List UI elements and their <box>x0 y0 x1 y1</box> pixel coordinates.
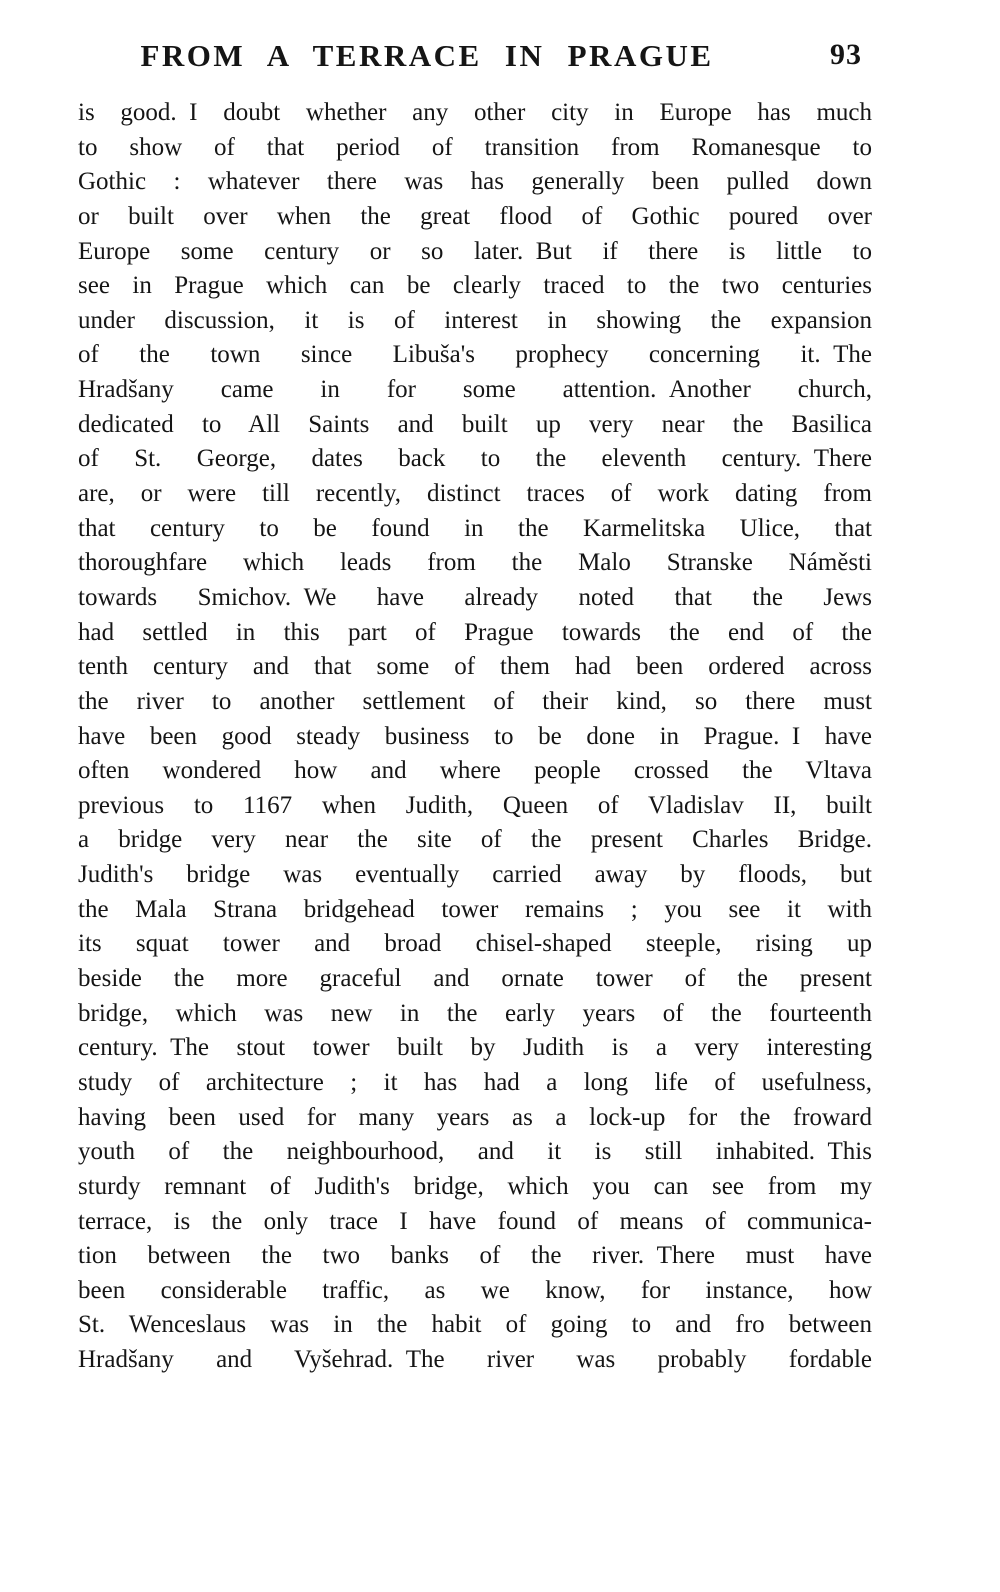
page-header <box>78 38 872 78</box>
text-line: Gothic : whatever there was has generally been pulled down <box>78 168 872 196</box>
text-line: of St. George, dates back to the eleventh century. There <box>78 445 872 473</box>
text-line: Judith's bridge was eventually carried away by floods, but <box>78 861 872 889</box>
text-line: a bridge very near the site of the present Charles Bridge. <box>78 826 872 854</box>
text-line: Hradšany and Vyšehrad. The river was probably fordable <box>78 1346 872 1374</box>
text-line: tenth century and that some of them had been ordered across <box>78 653 872 681</box>
text-line: Hradšany came in for some attention. Another church, <box>78 376 872 404</box>
text-line: St. Wenceslaus was in the habit of going to and fro between <box>78 1311 872 1339</box>
text-line: dedicated to All Saints and built up very near the Basilica <box>78 410 872 438</box>
text-line: its squat tower and broad chisel-shaped steeple, rising up <box>78 930 872 958</box>
text-line: had settled in this part of Prague towards the end of the <box>78 618 872 646</box>
text-line: study of architecture ; it has had a long life of usefulness, <box>78 1068 872 1096</box>
text-line: thoroughfare which leads from the Malo Stranske Náměsti <box>78 549 872 577</box>
text-line: terrace, is the only trace I have found of means of communica- <box>78 1207 872 1235</box>
page-body <box>78 96 872 1378</box>
text-line: been considerable traffic, as we know, for instance, how <box>78 1276 872 1304</box>
page-number: 93 <box>830 38 862 71</box>
text-line: that century to be found in the Karmelitska Ulice, that <box>78 514 872 542</box>
text-line: sturdy remnant of Judith's bridge, which you can see from my <box>78 1172 872 1200</box>
text-line: bridge, which was new in the early years of the fourteenth <box>78 999 872 1027</box>
text-line: have been good steady business to be done in Prague. I have <box>78 722 872 750</box>
text-line: the Mala Strana bridgehead tower remains ; you see it with <box>78 895 872 923</box>
text-line: or built over when the great flood of Gothic poured over <box>78 202 872 230</box>
text-line: are, or were till recently, distinct traces of work dating from <box>78 480 872 508</box>
text-line: of the town since Libuša's prophecy concerning it. The <box>78 341 872 369</box>
text-line: under discussion, it is of interest in showing the expansion <box>78 306 872 334</box>
text-line: century. The stout tower built by Judith is a very interesting <box>78 1034 872 1062</box>
text-line: Europe some century or so later. But if there is little to <box>78 237 872 265</box>
text-line: to show of that period of transition from Romanesque to <box>78 133 872 161</box>
text-line: previous to 1167 when Judith, Queen of Vladislav II, built <box>78 791 872 819</box>
text-line: youth of the neighbourhood, and it is still inhabited. This <box>78 1138 872 1166</box>
text-line: the river to another settlement of their kind, so there must <box>78 687 872 715</box>
text-line: often wondered how and where people crossed the Vltava <box>78 757 872 785</box>
running-head-title: FROM A TERRACE IN PRAGUE <box>140 38 714 73</box>
text-line: is good. I doubt whether any other city in Europe has much <box>78 99 872 126</box>
text-line: beside the more graceful and ornate tower of the present <box>78 965 872 993</box>
text-line: towards Smichov. We have already noted that the Jews <box>78 583 872 611</box>
text-line: having been used for many years as a lock-up for the froward <box>78 1103 872 1131</box>
text-line: tion between the two banks of the river. There must have <box>78 1242 872 1270</box>
text-line: see in Prague which can be clearly traced to the two centuries <box>78 272 872 300</box>
